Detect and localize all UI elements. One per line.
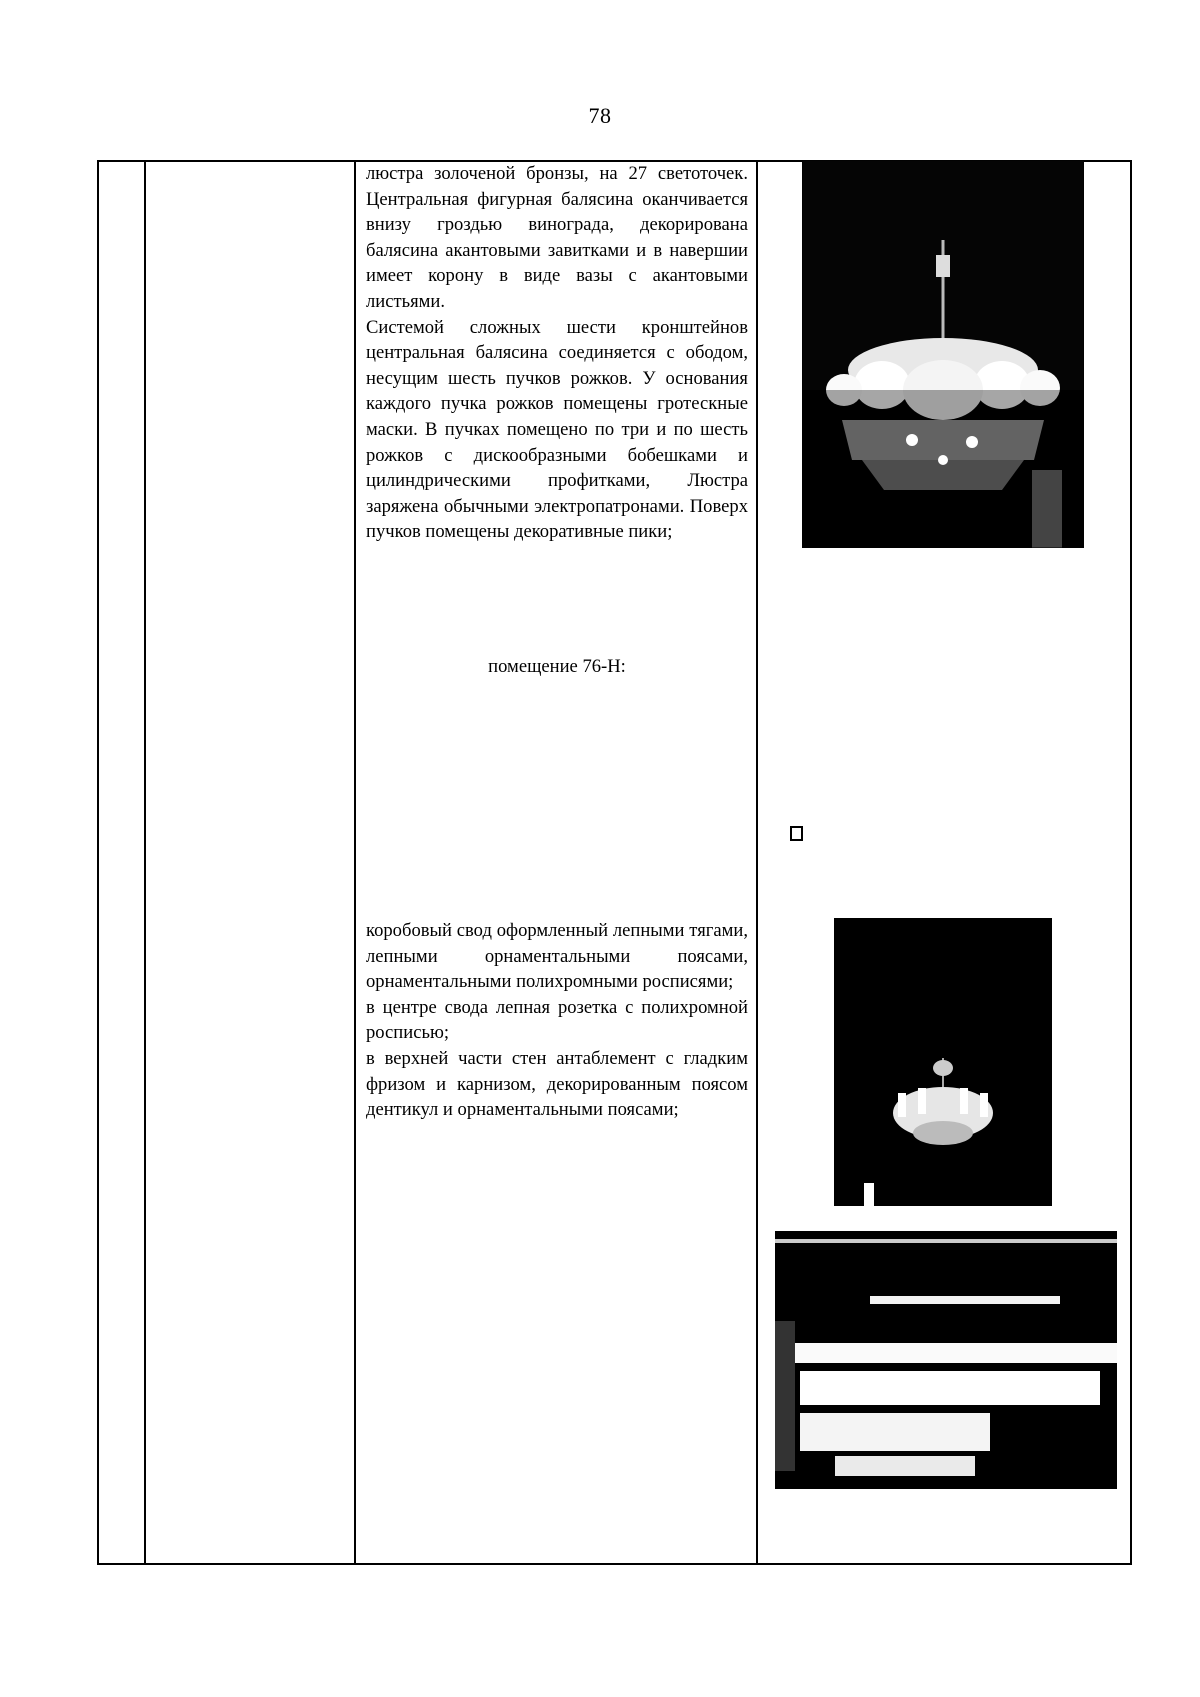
small-marker [790,826,803,841]
entablature-photo-image [775,1231,1117,1489]
page-number: 78 [588,103,612,128]
vault-paragraph-3: в верхней части стен антаблемент с гладким фризом и карнизом, декорированным поясом дентикул и орнаментальными поясами; [366,1047,748,1121]
chandelier-photo [802,160,1084,548]
column-divider-3 [756,160,758,1565]
vault-paragraph-2: в центре свода лепная розетка с полихромной росписью; [366,996,748,1044]
chandelier-photo-image [802,160,1084,548]
column-divider-1 [144,160,146,1565]
chandelier-description [366,161,748,545]
vault-photo-image [834,918,1052,1206]
vault-photo [834,918,1052,1206]
entablature-photo [775,1231,1117,1489]
column-divider-2 [354,160,356,1565]
description-paragraph-1: люстра золоченой бронзы, на 27 светоточек. Центральная фигурная балясина оканчивается внизу гроздью винограда, декорирована балясина акантовыми завитками и в навершии имеет корону в виде вазы с акантовыми листьями. [366,163,748,312]
description-paragraph-2: Системой сложных шести кронштейнов центральная балясина соединяется с ободом, несущим шесть пучков рожков. У основания каждого пучка рожков помещены гротескные маски. В пучках помещено по три и по шесть рожков с дискообразными бобешками и цилиндрическими профитками, Люстра заряжена обычными электропатронами. Поверх пучков помещены декоративные пики; [366,316,748,543]
vault-paragraph-1: коробовый свод оформленный лепными тягами, лепными орнаментальными поясами, орнаментальными полихромными росписями; [366,920,748,993]
room-heading: помещение 76-Н: [488,656,626,677]
vault-description [366,918,748,1123]
